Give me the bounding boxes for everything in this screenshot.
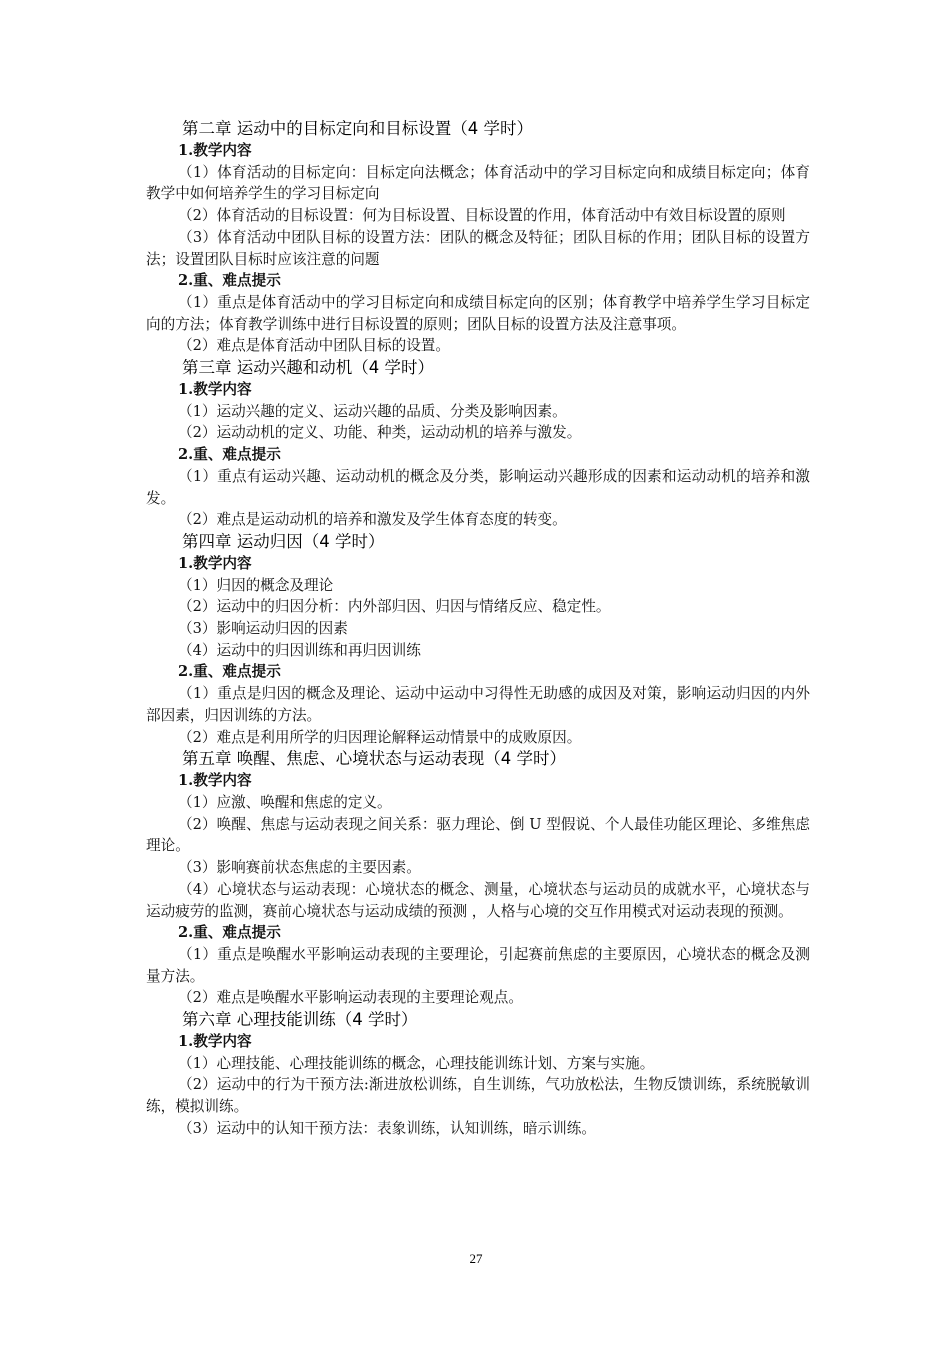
section-heading: 1.教学内容: [178, 1033, 252, 1051]
paragraph: （2）运动动机的定义、功能、种类，运动动机的培养与激发。: [178, 424, 582, 442]
chapter-title: 第六章 心理技能训练（4 学时）: [182, 1010, 418, 1030]
paragraph: （1）归因的概念及理论: [178, 576, 334, 594]
paragraph: （2）难点是体育活动中团队目标的设置。: [178, 337, 450, 355]
paragraph: （2）运动中的归因分析：内外部归因、归因与情绪反应、稳定性。: [178, 598, 611, 616]
section-heading: 2.重、难点提示: [178, 272, 281, 290]
paragraph: （1）重点是归因的概念及理论、运动中运动中习得性无助感的成因及对策，影响运动归因的内外部因素，归因训练的方法。: [146, 685, 810, 724]
chapter-5: [146, 748, 810, 1009]
paragraph: （1）重点是唤醒水平影响运动表现的主要理论，引起赛前焦虑的主要原因，心境状态的概念及测量方法。: [146, 945, 810, 985]
chapter-2: [146, 118, 810, 357]
section-heading: 1.教学内容: [178, 772, 252, 790]
section-heading: 2.重、难点提示: [178, 663, 281, 681]
paragraph: （3）影响赛前状态焦虑的主要因素。: [178, 859, 421, 877]
paragraph: （2）难点是唤醒水平影响运动表现的主要理论观点。: [178, 989, 523, 1007]
paragraph: （3）影响运动归因的因素: [178, 620, 348, 638]
chapter-3: [146, 357, 810, 531]
paragraph: （3）运动中的认知干预方法：表象训练，认知训练，暗示训练。: [178, 1119, 596, 1137]
chapter-title: 第四章 运动归因（4 学时）: [182, 531, 385, 551]
paragraph: （2）唤醒、焦虑与运动表现之间关系：驱力理论、倒 U 型假说、个人最佳功能区理论、多维焦虑理论。: [146, 815, 810, 855]
paragraph: （1）重点有运动兴趣、运动动机的概念及分类，影响运动兴趣形成的因素和运动动机的培养和激发。: [146, 467, 810, 507]
paragraph: （4）运动中的归因训练和再归因训练: [178, 641, 421, 659]
section-heading: 1.教学内容: [178, 381, 252, 399]
paragraph: （1）心理技能、心理技能训练的概念，心理技能训练计划、方案与实施。: [178, 1054, 655, 1072]
paragraph: （2）体育活动的目标设置：何为目标设置、目标设置的作用，体育活动中有效目标设置的原则: [178, 207, 786, 225]
section-heading: 1.教学内容: [178, 142, 252, 159]
section-heading: 1.教学内容: [178, 554, 252, 572]
chapter-6: [146, 1009, 810, 1140]
paragraph: （1）应激、唤醒和焦虑的定义。: [178, 793, 392, 811]
paragraph: （2）运动中的行为干预方法:渐进放松训练，自生训练，气功放松法，生物反馈训练，系统脱敏训练，模拟训练。: [146, 1076, 810, 1116]
chapter-title: 第五章 唤醒、焦虑、心境状态与运动表现（4 学时）: [182, 749, 566, 769]
paragraph: （1）体育活动的目标定向：目标定向法概念；体育活动中的学习目标定向和成绩目标定向；体育教学中如何培养学生的学习目标定向: [146, 163, 810, 203]
chapter-title: 第三章 运动兴趣和动机（4 学时）: [182, 358, 434, 378]
paragraph: （2）难点是运动动机的培养和激发及学生体育态度的转变。: [178, 511, 567, 529]
section-heading: 2.重、难点提示: [178, 446, 281, 464]
chapter-4: [146, 531, 810, 748]
page-number: 27: [469, 1251, 483, 1266]
chapter-title: 第二章 运动中的目标定向和目标设置（4 学时）: [182, 119, 533, 138]
section-heading: 2.重、难点提示: [178, 924, 281, 942]
paragraph: （2）难点是利用所学的归因理论解释运动情景中的成败原因。: [178, 728, 582, 746]
paragraph: （4）心境状态与运动表现：心境状态的概念、测量，心境状态与运动员的成就水平，心境状态与运动疲劳的监测，赛前心境状态与运动成绩的预测 ，人格与心境的交互作用模式对运动表现的预测。: [146, 880, 810, 920]
paragraph: （3）体育活动中团队目标的设置方法：团队的概念及特征；团队目标的作用；团队目标的设置方法；设置团队目标时应该注意的问题: [146, 228, 810, 268]
paragraph: （1）重点是体育活动中的学习目标定向和成绩目标定向的区别；体育教学中培养学生学习目标定向的方法；体育教学训练中进行目标设置的原则；团队目标的设置方法及注意事项。: [146, 293, 810, 333]
page-body: [146, 118, 810, 1140]
paragraph: （1）运动兴趣的定义、运动兴趣的品质、分类及影响因素。: [178, 402, 567, 420]
